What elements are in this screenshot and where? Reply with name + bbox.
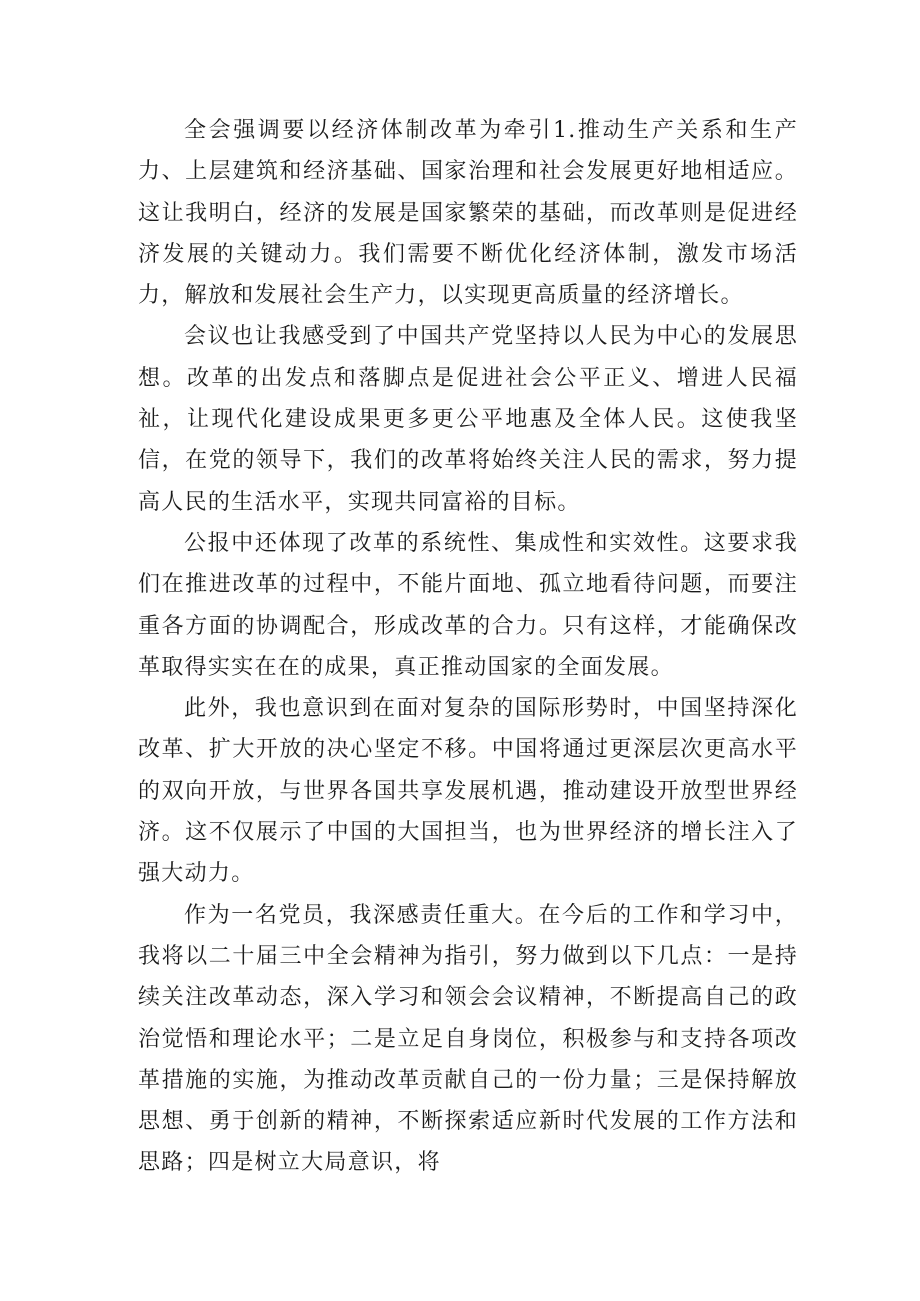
paragraph-3: 公报中还体现了改革的系统性、集成性和实效性。这要求我们在推进改革的过程中，不能片面地、孤立地看待问题，而要注重各方面的协调配合，形成改革的合力。只有这样，才能确保改革取得实实在在的成果，真正推动国家的全面发展。: [138, 530, 798, 680]
paragraph-1: 全会强调要以经济体制改革为牵引1.推动生产关系和生产力、上层建筑和经济基础、国家治理和社会发展更好地相适应。这让我明白，经济的发展是国家繁荣的基础，而改革则是促进经济发展的关键动力。我们需要不断优化经济体制，激发市场活力，解放和发展社会生产力，以实现更高质量的经济增长。: [138, 118, 798, 309]
paragraph-5: 作为一名党员，我深感责任重大。在今后的工作和学习中，我将以二十届三中全会精神为指引，努力做到以下几点：一是持续关注改革动态，深入学习和领会会议精神，不断提高自己的政治觉悟和理论水平；二是立足自身岗位，积极参与和支持各项改革措施的实施，为推动改革贡献自己的一份力量；三是保持解放思想、勇于创新的精神，不断探索适应新时代发展的工作方法和思路；四是树立大局意识，将: [138, 902, 798, 1176]
paragraph-2: 会议也让我感受到了中国共产党坚持以人民为中心的发展思想。改革的出发点和落脚点是促进社会公平正义、增进人民福祉，让现代化建设成果更多更公平地惠及全体人民。这使我坚信，在党的领导下，我们的改革将始终关注人民的需求，努力提高人民的生活水平，实现共同富裕的目标。: [138, 324, 798, 515]
document-body: [138, 110, 798, 1184]
paragraph-4: 此外，我也意识到在面对复杂的国际形势时，中国坚持深化改革、扩大开放的决心坚定不移。中国将通过更深层次更高水平的双向开放，与世界各国共享发展机遇，推动建设开放型世界经济。这不仅展示了中国的大国担当，也为世界经济的增长注入了强大动力。: [138, 696, 798, 887]
